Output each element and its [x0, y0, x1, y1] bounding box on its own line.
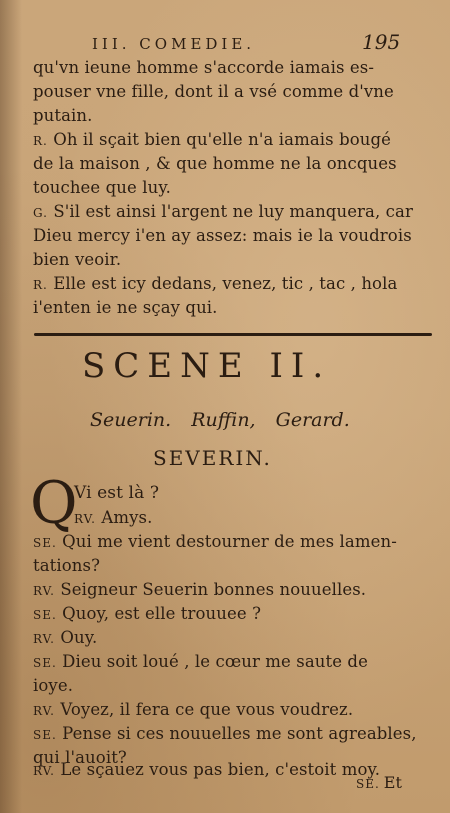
speaker-label: SE. [33, 656, 57, 670]
text-line [33, 676, 73, 695]
speaker-heading: SEVERIN. [153, 446, 272, 470]
text-line [33, 652, 368, 671]
speaker-label: G. [33, 206, 48, 220]
line-text: Elle est icy dedans, venez, tic , tac , hola [53, 274, 398, 293]
line-text: Dieu mercy i'en ay assez: mais ie la voudrois [33, 226, 412, 245]
speaker-label: RV. [33, 632, 55, 646]
line-text: bien veoir. [33, 250, 122, 269]
line-text: Vi est là ? [74, 483, 160, 503]
text-line [74, 508, 152, 527]
text-line [33, 628, 97, 647]
line-text: ioye. [33, 676, 74, 695]
line-text: Le sçauez vous pas bien, c'estoit moy. [60, 760, 381, 779]
text-line [33, 250, 121, 269]
text-line [33, 82, 394, 101]
scene-title: SCENE II. [82, 346, 332, 386]
line-text: Quoy, est elle trouuee ? [62, 604, 262, 623]
line-text: putain. [33, 106, 93, 125]
person-name: Ruffin, [191, 409, 256, 431]
drop-cap: Q [30, 469, 78, 537]
section-rule [34, 333, 432, 336]
line-text: Voyez, il fera ce que vous voudrez. [60, 700, 354, 719]
speaker-label: SE. [33, 536, 57, 550]
catchword-text: Et [383, 773, 402, 792]
speaker-label: SE. [33, 608, 57, 622]
line-text: touchee que luy. [33, 178, 171, 197]
line-text: tations? [33, 556, 101, 575]
text-line [33, 130, 391, 149]
text-line [33, 532, 397, 551]
running-head: III. COMEDIE. [92, 35, 256, 53]
speaker-label: RV. [33, 584, 55, 598]
text-line [33, 700, 353, 719]
text-line [33, 274, 397, 293]
text-line [33, 154, 397, 173]
speaker-label: R. [33, 134, 48, 148]
line-text: Oh il sçait bien qu'elle n'a iamais bougé [53, 130, 392, 149]
text-line [33, 724, 417, 743]
text-line [33, 760, 380, 779]
speaker-label: RV. [74, 512, 96, 526]
text-line [33, 106, 93, 125]
text-line [33, 556, 100, 575]
speaker-label: R. [33, 278, 48, 292]
text-line [33, 202, 413, 221]
line-text: i'enten ie ne sçay qui. [33, 298, 218, 317]
speaker-label: RV. [33, 704, 55, 718]
line-text: qu'vn ieune homme s'accorde iamais es- [33, 58, 374, 77]
text-line [33, 178, 171, 197]
line-text: S'il est ainsi l'argent ne luy manquera, car [53, 202, 413, 221]
speaker-label: RV. [33, 764, 55, 778]
text-line [33, 226, 412, 245]
line-text: qui l'auoit? [33, 748, 127, 767]
line-text: Qui me vient destourner de mes lamen- [62, 532, 397, 551]
catchword-speaker: SE. [356, 777, 380, 791]
speaker-label: SE. [33, 728, 57, 742]
dramatis-personae [90, 409, 364, 431]
text-line [33, 580, 366, 599]
line-text: Pense si ces nouuelles me sont agreables, [62, 724, 417, 743]
page-number: 195 [362, 30, 401, 54]
text-line [33, 58, 374, 77]
line-text: de la maison , & que homme ne la oncques [33, 154, 397, 173]
line-text: pouser vne fille, dont il a vsé comme d'vne [33, 82, 394, 101]
person-name: Seuerin. [90, 409, 172, 431]
line-text: Ouy. [60, 628, 98, 647]
line-text: Dieu soit loué , le cœur me saute de [62, 652, 368, 671]
person-name: Gerard. [275, 409, 350, 431]
text-line [33, 604, 261, 623]
text-line [74, 483, 159, 503]
catchword [356, 773, 402, 792]
text-line [33, 298, 218, 317]
line-text: Amys. [101, 508, 153, 527]
line-text: Seigneur Seuerin bonnes nouuelles. [60, 580, 367, 599]
